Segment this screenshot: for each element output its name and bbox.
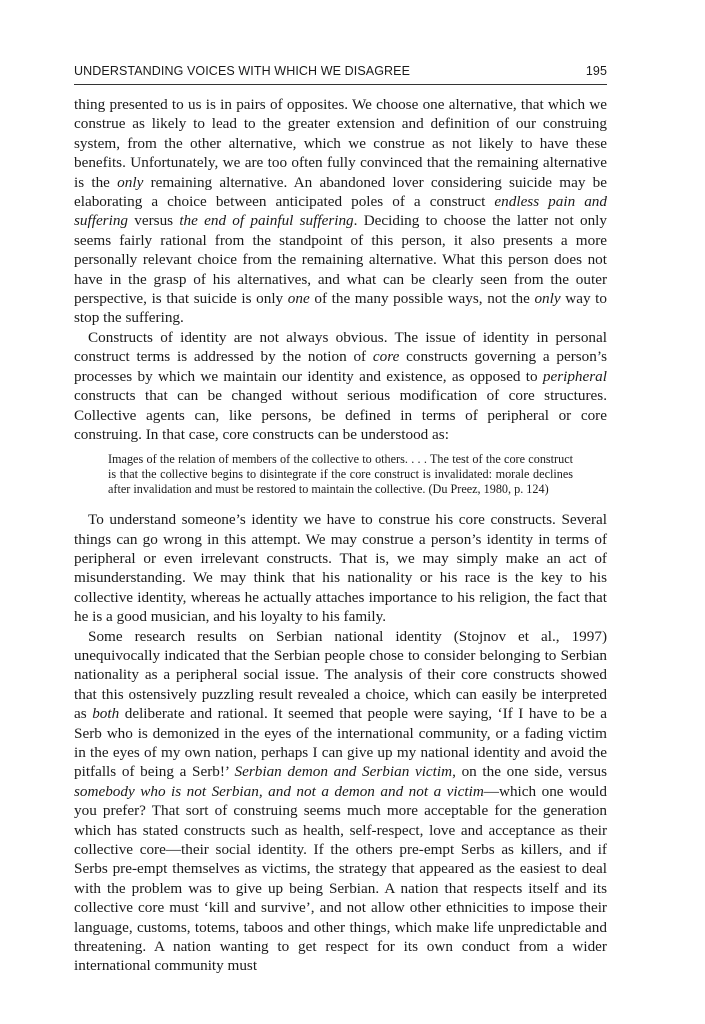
paragraph: [74, 95, 607, 328]
text-run: To understand someone’s identity we have to construe his core constructs. Several things can go wrong in this attempt. We may construe a person’s identity in terms of peripheral or even irrelevant constructs. That is, we may simply make an act of misunderstanding. We may think that his nationality or his race is the key to his collective identity, whereas he actually attaches importance to his religion, the fact that he is a good musician, and his loyalty to his family.: [74, 511, 607, 626]
paragraphs-before-quote: [74, 95, 607, 444]
text-run: , on the one side, versus: [452, 763, 607, 781]
body-text: [74, 95, 607, 976]
paragraph: [74, 627, 607, 976]
paragraphs-after-quote: [74, 510, 607, 976]
text-run: constructs that can be changed without serious modification of core structures. Collective agents can, like persons, be defined in terms of peripheral or core construing. In that case, core constructs can be understood as:: [74, 387, 607, 443]
running-header: [74, 64, 607, 85]
page-number: 195: [585, 64, 607, 78]
running-title: UNDERSTANDING VOICES WITH WHICH WE DISAGREE: [74, 64, 411, 78]
italic-text: core: [372, 348, 400, 366]
text-run: . Deciding to choose the latter not only seems fairly rational from the standpoint of this person, it also presents a more personally relevant choice from the remaining alternative. What this person does not have in the grasp of his alternatives, and what can be clearly seen from the outer perspective, is that suicide is only: [74, 212, 607, 308]
text-run: way to stop the suffering.: [74, 290, 607, 327]
italic-text: the end of painful suffering: [179, 212, 354, 230]
italic-text: one: [287, 290, 310, 308]
italic-text: endless pain and suffering: [74, 193, 607, 230]
book-page: [74, 64, 607, 976]
text-run: constructs governing a person’s processes by which we maintain our identity and existence, as opposed to: [74, 348, 607, 385]
text-run: thing presented to us is in pairs of opposites. We choose one alternative, that which we construe as likely to lead to the greater extension and definition of our construing system, from the other alternative, which we construe as not likely to have these benefits. Unfortunately, we are too often fully convinced that the remaining alternative is the: [74, 96, 607, 191]
text-run: Some research results on Serbian national identity (Stojnov et al., 1997) unequivocally indicated that the Serbian people chose to consider belonging to Serbian nationality as a peripheral social issue. The analysis of their core constructs showed that this ostensively puzzling result revealed a choice, which can easily be interpreted as: [74, 627, 607, 723]
italic-text: peripheral: [542, 367, 607, 385]
text-run: versus: [128, 212, 180, 230]
paragraph: [74, 510, 607, 626]
italic-text: Serbian demon and Serbian victim: [234, 763, 453, 781]
italic-text: only: [117, 173, 144, 191]
block-quote: Images of the relation of members of the collective to others. . . . The test of the core construct is that the collective begins to disintegrate if the core construct is invalidated: morale declines after invalidation and must be restored to maintain the collective. (Du Preez, 1980, p. 124): [108, 452, 573, 496]
text-run: deliberate and rational. It seemed that people were saying, ‘If I have to be a Serb who is demonized in the eyes of the international community, or a fading victim in the eyes of my own nation, perhaps I can give up my national identity and avoid the pitfalls of being a Serb!’: [74, 705, 607, 781]
text-run: Constructs of identity are not always obvious. The issue of identity in personal construct terms is addressed by the notion of: [74, 328, 607, 366]
italic-text: both: [92, 705, 120, 723]
text-run: —which one would you prefer? That sort of construing seems much more acceptable for the generation which has stated constructs such as health, self-respect, love and acceptance as their collective core—their social identity. If the others pre-empt Serbs as killers, and if Serbs pre-empt themselves as victims, the strategy that appeared as the easiest to deal with the problem was to give up being Serbian. A nation that respects itself and its collective core must ‘kill and survive’, and not allow other ethnicities to impose their language, customs, totems, taboos and other things, which make life unpredictable and threatening. A nation wanting to get respect for its own conduct from a wider international community must: [74, 782, 607, 975]
italic-text: only: [534, 290, 561, 308]
italic-text: somebody who is not Serbian, and not a demon and not a victim: [74, 782, 484, 800]
text-run: of the many possible ways, not the: [309, 290, 535, 308]
text-run: remaining alternative. An abandoned lover considering suicide may be elaborating a choice between anticipated poles of a construct: [74, 173, 608, 211]
paragraph: [74, 328, 607, 444]
